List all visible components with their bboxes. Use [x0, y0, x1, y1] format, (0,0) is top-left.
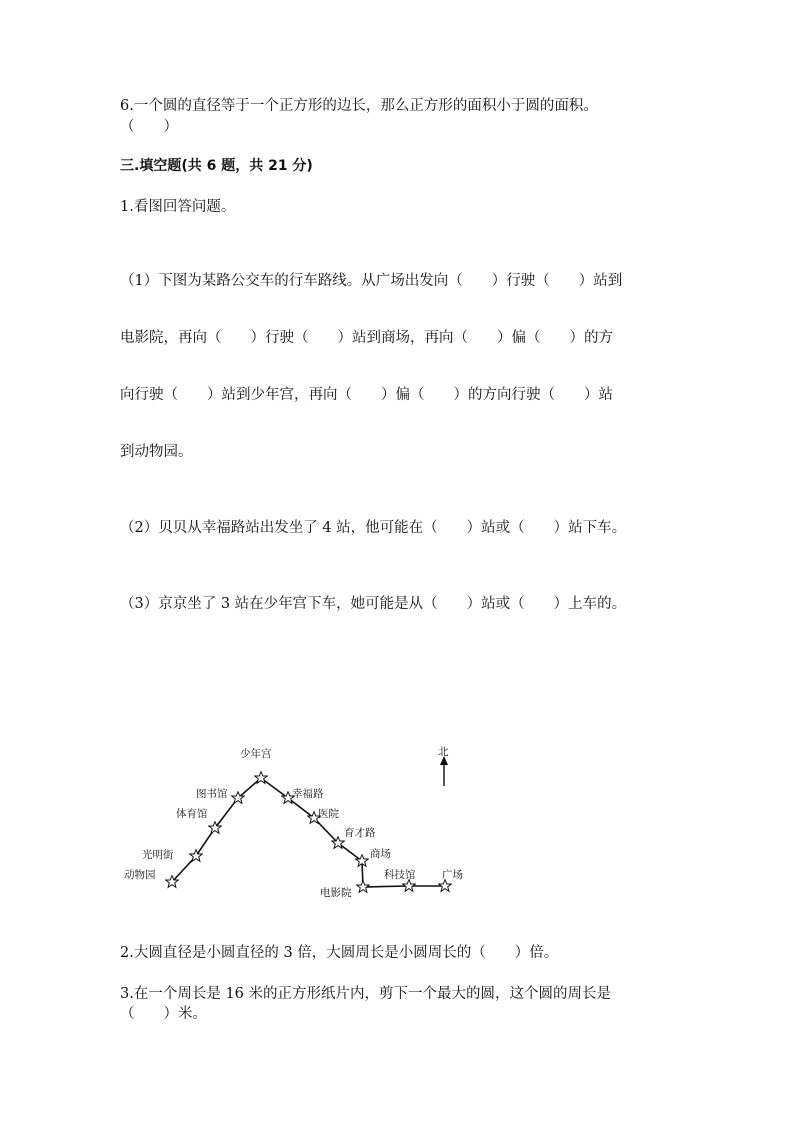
station-label-shaoniangong: 少年宫: [240, 748, 272, 760]
fill-question-1-part1-line3: 向行驶（ ）站到少年宫，再向（ ）偏（ ）的方向行驶（ ）站: [120, 387, 613, 403]
station-label-dianyingyuan: 电影院: [320, 887, 352, 899]
fill-question-1-part1-line2: 电影院，再向（ ）行驶（ ）站到商场，再向（ ）偏（ ）的方: [120, 330, 613, 346]
station-star-dianyingyuan: [357, 881, 370, 893]
question-6-text: 6.一个圆的直径等于一个正方形的边长，那么正方形的面积小于圆的面积。: [120, 98, 598, 114]
fill-question-1-title: 1.看图回答问题。: [120, 199, 236, 215]
station-label-dongwuyuan: 动物园: [124, 869, 156, 881]
station-label-shangchang: 商场: [370, 848, 391, 860]
station-star-guangmingjie: [190, 850, 203, 862]
bus-route-map: [110, 735, 490, 910]
station-label-yucailu: 育才路: [344, 827, 376, 839]
fill-question-1-part2: （2）贝贝从幸福路站出发坐了 4 站，他可能在（ ）站或（ ）站下车。: [120, 520, 627, 536]
north-label: 北: [438, 746, 449, 758]
question-6-answer-blank[interactable]: （ ）: [120, 119, 178, 135]
station-label-yiyuan: 医院: [318, 808, 339, 820]
station-label-kejiguan: 科技馆: [384, 869, 416, 881]
station-star-kejiguan: [403, 880, 416, 892]
station-label-guangchang: 广场: [442, 869, 463, 881]
fill-question-2: 2.大圆直径是小圆直径的 3 倍，大圆周长是小圆周长的（ ）倍。: [120, 945, 559, 961]
fill-question-1-part3: （3）京京坐了 3 站在少年宫下车，她可能是从（ ）站或（ ）上车的。: [120, 596, 627, 612]
fill-question-1-part1-line1: （1）下图为某路公交车的行车路线。从广场出发向（ ）行驶（ ）站到: [120, 273, 623, 289]
station-label-xingfulu: 幸福路: [292, 788, 324, 800]
fill-question-3-line1: 3.在一个周长是 16 米的正方形纸片内，剪下一个最大的圆，这个圆的周长是: [120, 986, 612, 1002]
station-label-tushuguan: 图书馆: [196, 788, 228, 800]
fill-question-1-part1-line4: 到动物园。: [120, 444, 193, 460]
station-label-guangmingjie: 光明街: [142, 849, 174, 861]
station-star-guangchang: [439, 880, 452, 892]
section-heading: 三.填空题(共 6 题，共 21 分): [120, 158, 313, 174]
station-label-tiyuguan: 体育馆: [176, 808, 208, 820]
fill-question-3-line2: （ ）米。: [120, 1006, 207, 1022]
